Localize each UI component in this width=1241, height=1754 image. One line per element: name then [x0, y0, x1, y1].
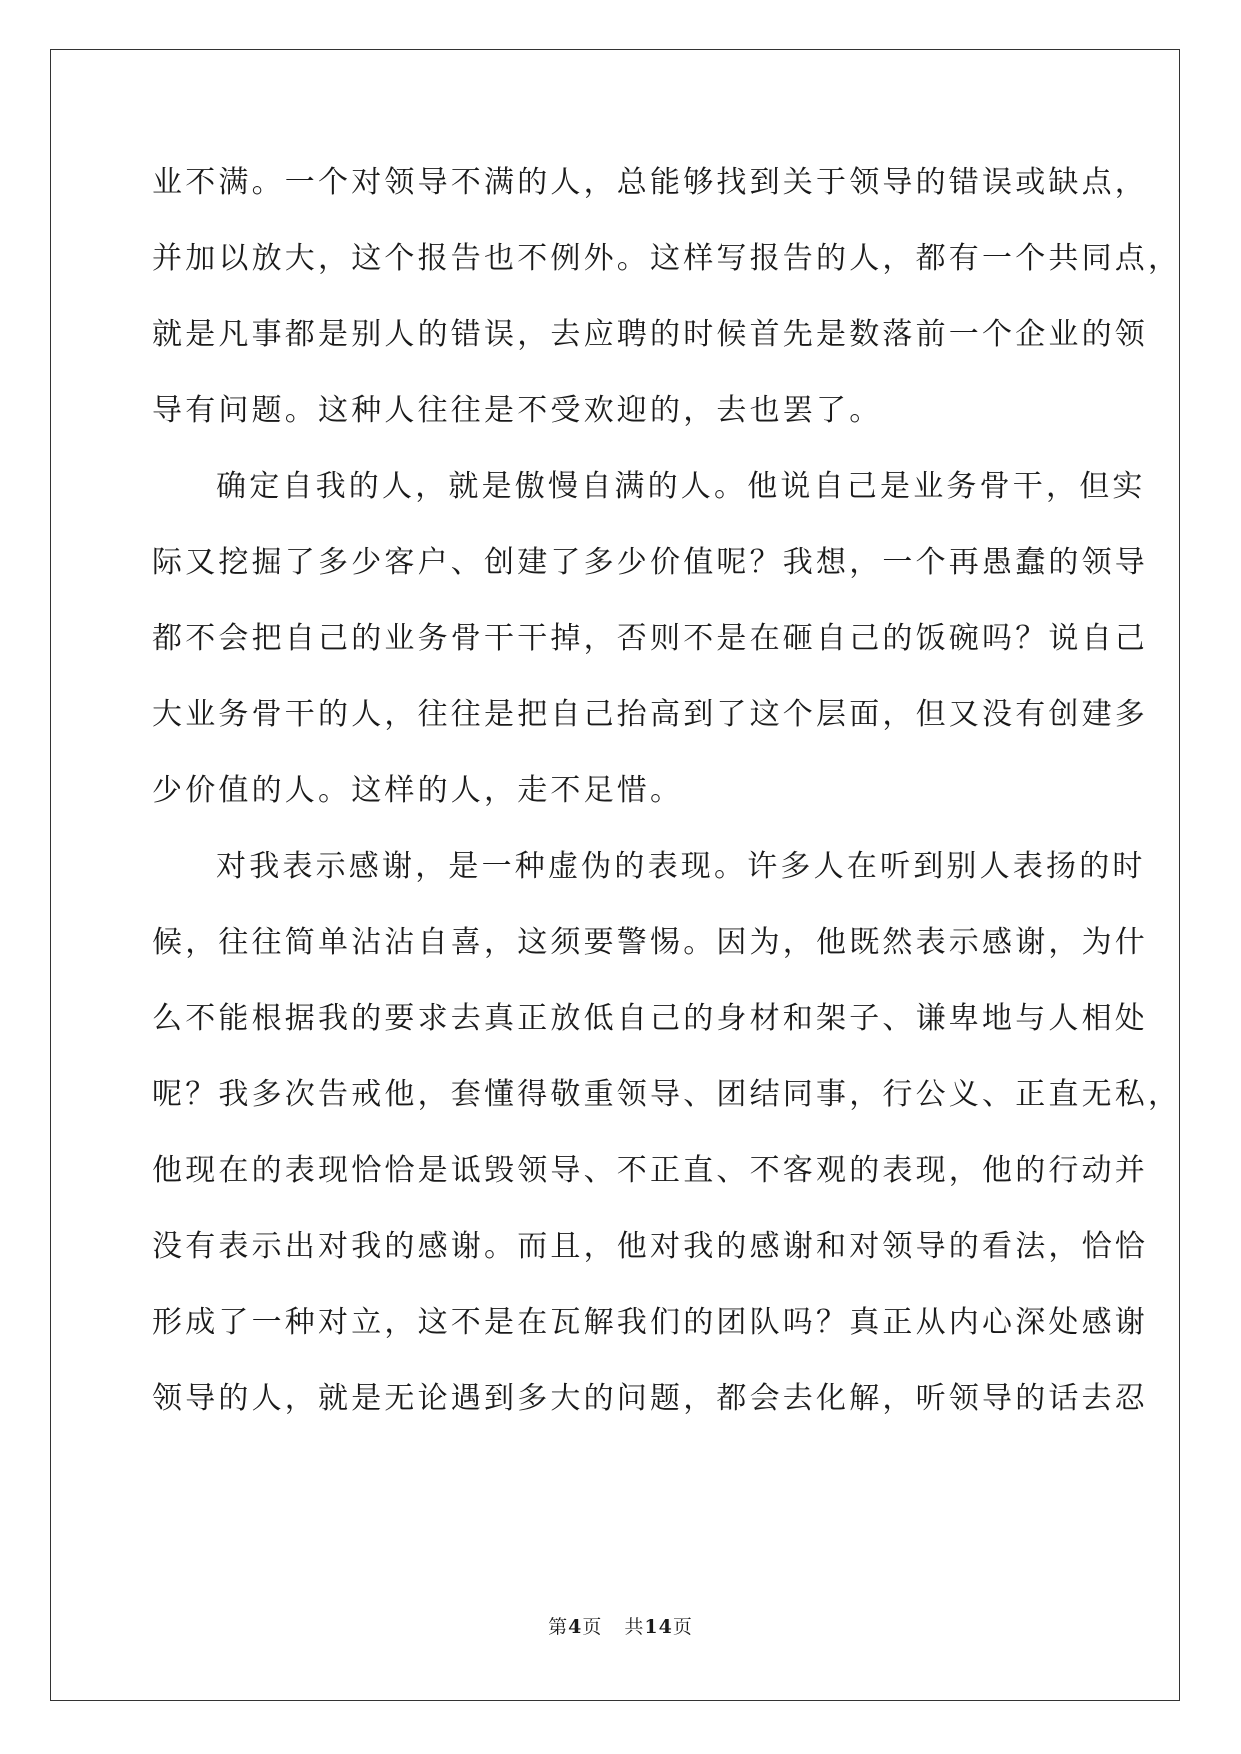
- text-line: 就是凡事都是别人的错误，去应聘的时候首先是数落前一个企业的领: [152, 317, 1148, 352]
- text-line: 导有问题。这种人往往是不受欢迎的，去也罢了。: [152, 393, 883, 428]
- text-line: 领导的人，就是无论遇到多大的问题，都会去化解，听领导的话去忍: [152, 1381, 1148, 1416]
- total-pages: 14: [644, 1616, 673, 1638]
- page-footer: [0, 1615, 1241, 1639]
- total-pages-suffix: 页: [672, 1616, 693, 1638]
- text-line: 大业务骨干的人，往往是把自己抬高到了这个层面，但又没有创建多: [152, 697, 1148, 732]
- text-line: 都不会把自己的业务骨干干掉，否则不是在砸自己的饭碗吗？说自己: [152, 621, 1148, 656]
- page-number: 4: [568, 1616, 583, 1638]
- text-line: 业不满。一个对领导不满的人，总能够找到关于领导的错误或缺点，: [152, 165, 1148, 200]
- text-line: 形成了一种对立，这不是在瓦解我们的团队吗？真正从内心深处感谢: [152, 1305, 1148, 1340]
- text-line: 少价值的人。这样的人，走不足惜。: [152, 773, 684, 808]
- text-line: 他现在的表现恰恰是诋毁领导、不正直、不客观的表现，他的行动并: [152, 1153, 1148, 1188]
- text-line: 候，往往简单沾沾自喜，这须要警惕。因为，他既然表示感谢，为什: [152, 925, 1148, 960]
- text-line: 确定自我的人，就是傲慢自满的人。他说自己是业务骨干，但实: [216, 469, 1146, 504]
- text-line: 并加以放大，这个报告也不例外。这样写报告的人，都有一个共同点，: [152, 241, 1182, 276]
- text-line: 际又挖掘了多少客户、创建了多少价值呢？我想，一个再愚蠢的领导: [152, 545, 1148, 580]
- text-line: 么不能根据我的要求去真正放低自己的身材和架子、谦卑地与人相处: [152, 1001, 1148, 1036]
- text-line: 没有表示出对我的感谢。而且，他对我的感谢和对领导的看法，恰恰: [152, 1229, 1148, 1264]
- text-line: 呢？我多次告戒他，套懂得敬重领导、团结同事，行公义、正直无私，: [152, 1077, 1182, 1112]
- total-pages-prefix: 共: [624, 1616, 645, 1638]
- text-line: 对我表示感谢，是一种虚伪的表现。许多人在听到别人表扬的时: [216, 849, 1146, 884]
- page-number-prefix: 第: [548, 1616, 569, 1638]
- page-number-suffix: 页: [582, 1616, 603, 1638]
- document-body: [152, 162, 1182, 1454]
